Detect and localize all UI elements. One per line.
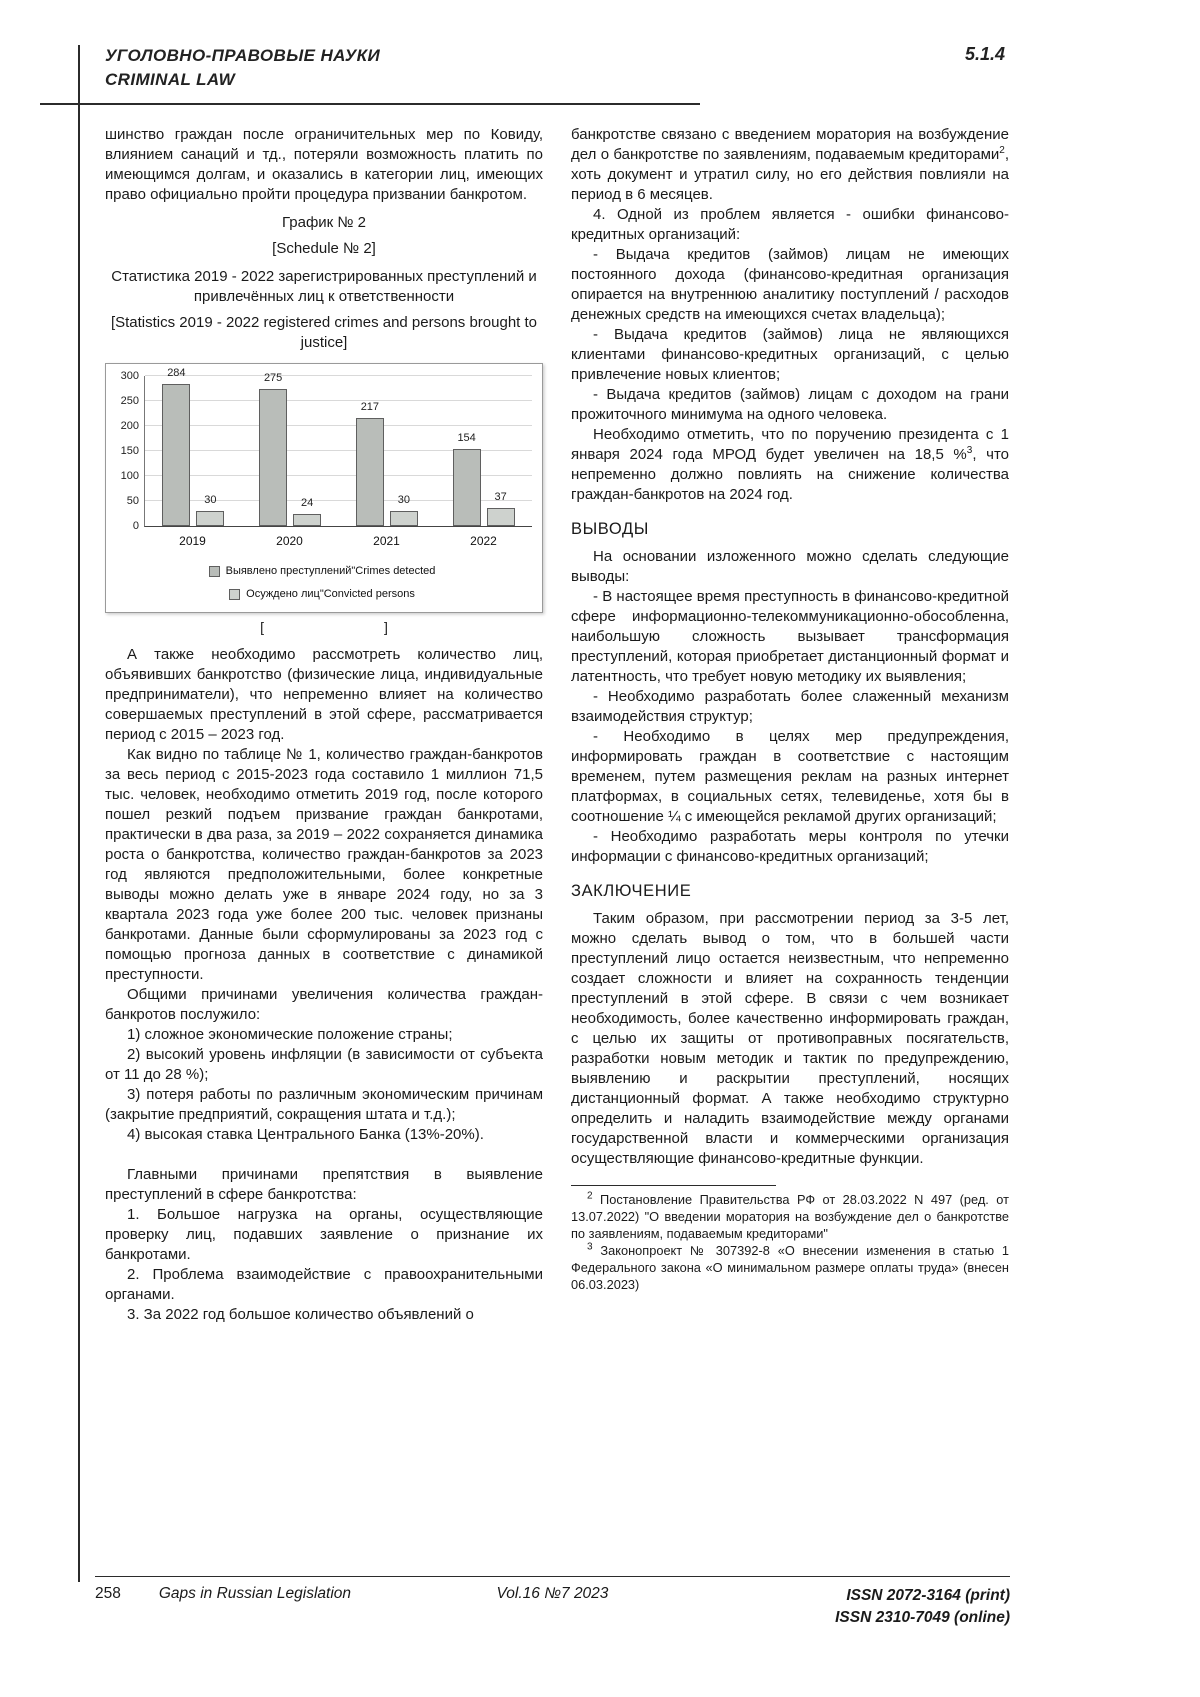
two-column-content [105, 125, 1010, 1325]
footnote-2 [571, 1191, 1009, 1242]
footnote-2-text: Постановление Правительства РФ от 28.03.2022 N 497 (ред. от 13.07.2022) "О введении моратория на возбуждение дел о банкротстве по заявлениям, подаваемым кредиторами" [571, 1192, 1009, 1242]
right-list-item-1: - Выдача кредитов (займов) лицам не имеющих постоянного дохода (финансово-кредитная организация опирается на внутреннюю аналитику поступлений / расходов денежных средств на имеющихся счетах владельца); [571, 246, 1009, 323]
chart-x-tick-label: 2019 [179, 534, 206, 548]
right-paragraph-3 [571, 425, 1009, 505]
left-list-item-5: 1. Большое нагрузка на органы, осуществляющие проверку лиц, подавших заявление о признание их банкротами. [105, 1206, 543, 1263]
chart-bar-wrap [388, 490, 419, 526]
chart-x-tick-label: 2022 [470, 534, 497, 548]
page-footer [95, 1576, 1010, 1630]
chart-y-tick-label: 150 [120, 445, 139, 457]
section-title [105, 44, 380, 92]
bracket-close: ] [384, 619, 388, 635]
volume-info: Vol.16 №7 2023 [496, 1585, 609, 1602]
chart-bar [356, 418, 384, 527]
left-list-item-3: 3) потеря работы по различным экономическим причинам (закрытие предприятий, сокращения штата и т.д.); [105, 1086, 543, 1123]
footnote-3 [571, 1242, 1009, 1293]
chart-y-axis [112, 370, 144, 532]
chart-bar-wrap [485, 487, 516, 527]
chart-y-tick-label: 300 [120, 370, 139, 382]
right-list-item-2: - Выдача кредитов (займов) лица не являющихся клиентами финансово-кредитных организаций, с целью привлечение новых клиентов; [571, 326, 1009, 383]
right-list-item-7: - Необходимо разработать меры контроля по утечки информации с финансово-кредитных организаций; [571, 828, 1009, 865]
right-paragraph-1-text: банкротстве связано с введением моратория на возбуждение дел о банкротстве по заявлениям, подаваемым кредиторами [571, 126, 1009, 163]
chart-bar [196, 511, 224, 526]
right-paragraph-3-cont: , что непременно должно повлиять на снижение количества граждан-банкротов на 2024 год. [571, 446, 1009, 503]
chart-legend-item [229, 584, 415, 604]
left-list-item-4: 4) высокая ставка Центрального Банка (13%-20%). [127, 1126, 484, 1143]
left-list-item-1: 1) сложное экономические положение страны; [127, 1026, 453, 1043]
chart-bar [162, 384, 190, 526]
chart-body [112, 367, 532, 551]
left-column [105, 125, 543, 1325]
left-margin-rule [78, 45, 80, 1582]
legend-swatch-icon [209, 566, 220, 577]
chart-value-label: 37 [494, 490, 507, 503]
chart-y-tick-label: 100 [120, 470, 139, 482]
chart-plot-wrap [144, 367, 532, 551]
chart-bar [487, 508, 515, 527]
chart-caption-en-number: [Schedule № 2] [272, 240, 376, 257]
left-paragraph-5: Главными причинами препятствия в выявление преступлений в сфере банкротства: [105, 1166, 543, 1203]
chart-y-tick-label: 250 [120, 395, 139, 407]
chart-bar-wrap [258, 368, 289, 527]
chart-caption-ru-title: Статистика 2019 - 2022 зарегистрированных преступлений и привлечённых лиц к ответственности [111, 268, 537, 305]
chart-plot-area [144, 367, 532, 527]
chart-y-tick-label: 50 [126, 495, 139, 507]
legend-swatch-icon [229, 589, 240, 600]
left-paragraph-2: А также необходимо рассмотреть количество лиц, объявивших банкротство (физические лица, индивидуальные предприниматели), что непременно влияет на количество совершаемых преступлений в этой сфере, рассматривается период с 2015 – 2023 год. [105, 646, 543, 743]
chart-bar-group [339, 376, 436, 526]
bar-chart [105, 363, 543, 613]
footnote-ref-3: 3 [966, 445, 973, 456]
chart-value-label: 217 [360, 400, 380, 413]
footer-rule [95, 1576, 1010, 1578]
journal-name: Gaps in Russian Legislation [158, 1585, 352, 1602]
right-column [571, 125, 1009, 1325]
chart-bar-wrap [195, 490, 226, 526]
header-rule [40, 103, 700, 105]
chart-bar-groups [145, 367, 532, 526]
right-paragraph-5: Таким образом, при рассмотрении период за 3-5 лет, можно сделать вывод о том, что в большей части преступлений лицо остается неизвестным, что непременно создает сложности и влияет на сохранность тенденции преступлений в этой сфере. В связи с чем возникает необходимость, более качественно информировать граждан, с целью их защиты от противоправных посягательств, разработки новым методик и тактик по предупреждению, выявлению и раскрытии преступлений, носящих дистанционный формат. А также необходимо структурно определить и наладить взаимодействие между органами государственной власти и коммерческими организация осуществляющие финансово-кредитные функции. [571, 910, 1009, 1167]
chart-caption-ru-number: График № 2 [281, 214, 367, 231]
chart-legend [112, 561, 532, 604]
chart-bar [453, 449, 481, 526]
left-list-item-2: 2) высокий уровень инфляции (в зависимости от субъекта от 11 до 28 %); [105, 1046, 543, 1083]
footnote-3-marker: 3 [587, 1241, 593, 1253]
bracket-open: [ [260, 619, 264, 635]
section-title-en: CRIMINAL LAW [105, 70, 236, 89]
footer-row [95, 1585, 1010, 1629]
chart-caption-en-title: [Statistics 2019 - 2022 registered crimes and persons brought to justice] [110, 314, 538, 351]
left-paragraph-3: Как видно по таблице № 1, количество граждан-банкротов за весь период с 2015-2023 года составило 1 миллион 71,5 тыс. человек, необходимо отметить 2019 год, после которого пошел резкий подъем призвание граждан банкротами, практически в два раза, за 2019 – 2022 сохраняется динамика роста о банкротства, количество граждан-банкротов за 2023 год являются предположительными, более конкретные выводы можно делать уже в январе 2024 году, но за 3 квартала 2023 года уже более 200 тыс. человек признаны банкротами. Данные были сформулированы за 2023 год с помощью прогноза данных в соответствие с динамикой преступности. [105, 746, 543, 983]
left-paragraph-4: Общими причинами увеличения количества граждан-банкротов послужило: [105, 986, 543, 1023]
chart-legend-label: Осуждено лиц"Convicted persons [246, 588, 415, 600]
right-paragraph-4: На основании изложенного можно сделать следующие выводы: [571, 548, 1009, 585]
footnotes [571, 1185, 1009, 1293]
chart-x-tick-label: 2021 [373, 534, 400, 548]
chart-y-tick-label: 200 [120, 420, 139, 432]
right-list-item-4: - В настоящее время преступность в финансово-кредитной сфере информационно-телекоммуникационно-обособленна, наибольшую сложность вызывает трансформация преступлений, которая приобретает дистанционный формат и латентность, что требует новую методику их выявления; [571, 588, 1009, 685]
section-code: 5.1.4 [964, 44, 1005, 64]
chart-bar-group [242, 371, 339, 526]
right-paragraph-1-cont: , хоть документ и утратил силу, но его действия повлияли на период в 6 месяцев. [571, 146, 1009, 203]
chart-legend-label: Выявлено преступлений"Crimes detected [225, 565, 436, 577]
right-paragraph-2: 4. Одной из проблем является - ошибки финансово-кредитных организаций: [571, 206, 1009, 243]
chart-bar [293, 514, 321, 526]
chart-bar [390, 511, 418, 526]
chart-value-label: 30 [204, 494, 217, 506]
chart-legend-item [209, 561, 436, 581]
caption-brackets [105, 617, 543, 637]
chart-bar-group [145, 367, 242, 526]
chart-bar-wrap [292, 493, 323, 526]
chart-x-axis [144, 531, 532, 551]
chart-x-tick-label: 2020 [276, 534, 303, 548]
left-paragraph-1: шинство граждан после ограничительных мер по Ковиду, влиянием санаций и тд., потеряли возможность платить по имеющимся долгам, и оказались в категории лиц, имеющих право официально пройти процедура призвании банкротом. [105, 126, 543, 203]
chart-bar-wrap [354, 397, 385, 527]
footnote-rule [571, 1185, 776, 1186]
final-heading: ЗАКЛЮЧЕНИЕ [571, 882, 692, 900]
chart-bar-wrap [451, 428, 482, 526]
chart-value-label: 275 [263, 371, 283, 384]
right-paragraph-3-text: Необходимо отметить, что по поручению президента с 1 января 2024 года МРОД будет увеличен на 18,5 % [571, 426, 1009, 463]
left-list-item-6: 2. Проблема взаимодействие с правоохранительными органами. [105, 1266, 543, 1303]
right-paragraph-1 [571, 125, 1009, 205]
chart-value-label: 30 [397, 494, 410, 506]
footnote-2-marker: 2 [587, 1190, 593, 1202]
chart-y-tick-label: 0 [132, 520, 139, 532]
chart-value-label: 154 [457, 432, 476, 444]
footnote-ref-2: 2 [999, 145, 1005, 156]
chart-value-label: 284 [167, 367, 186, 379]
right-list-item-6: - Необходимо в целях мер предупреждения, информировать граждан в соответствие с настоящим временем, путем размещения реклам на разных интернет платформах, в социальных сетях, телевиденье, хотя бы в соотношение ¼ с имеющейся рекламой других организаций; [571, 728, 1009, 825]
right-list-item-5: - Необходимо разработать более слаженный механизм взаимодействия структур; [571, 688, 1009, 725]
page-header [105, 44, 1005, 92]
chart-bar-wrap [161, 363, 192, 526]
right-list-item-3: - Выдача кредитов (займов) лицам с доходом на грани прожиточного минимума на одного человека. [571, 386, 1009, 423]
chart-bar [259, 389, 287, 527]
issn-online: ISSN 2310-7049 (online) [835, 1609, 1010, 1626]
page-number: 258 [95, 1585, 121, 1602]
section-title-ru: УГОЛОВНО-ПРАВОВЫЕ НАУКИ [105, 46, 381, 65]
footnote-3-text: Законопроект № 307392-8 «О внесении изменения в статью 1 Федерального закона «О минимальном размере оплаты труда» (внесен 06.03.2023) [571, 1243, 1009, 1293]
chart-bar-group [435, 376, 532, 526]
left-list-item-7: 3. За 2022 год большое количество объявлений о [127, 1306, 474, 1323]
chart-value-label: 24 [301, 497, 314, 509]
issn-print: ISSN 2072-3164 (print) [846, 1587, 1010, 1604]
conclusions-heading: ВЫВОДЫ [571, 520, 649, 538]
